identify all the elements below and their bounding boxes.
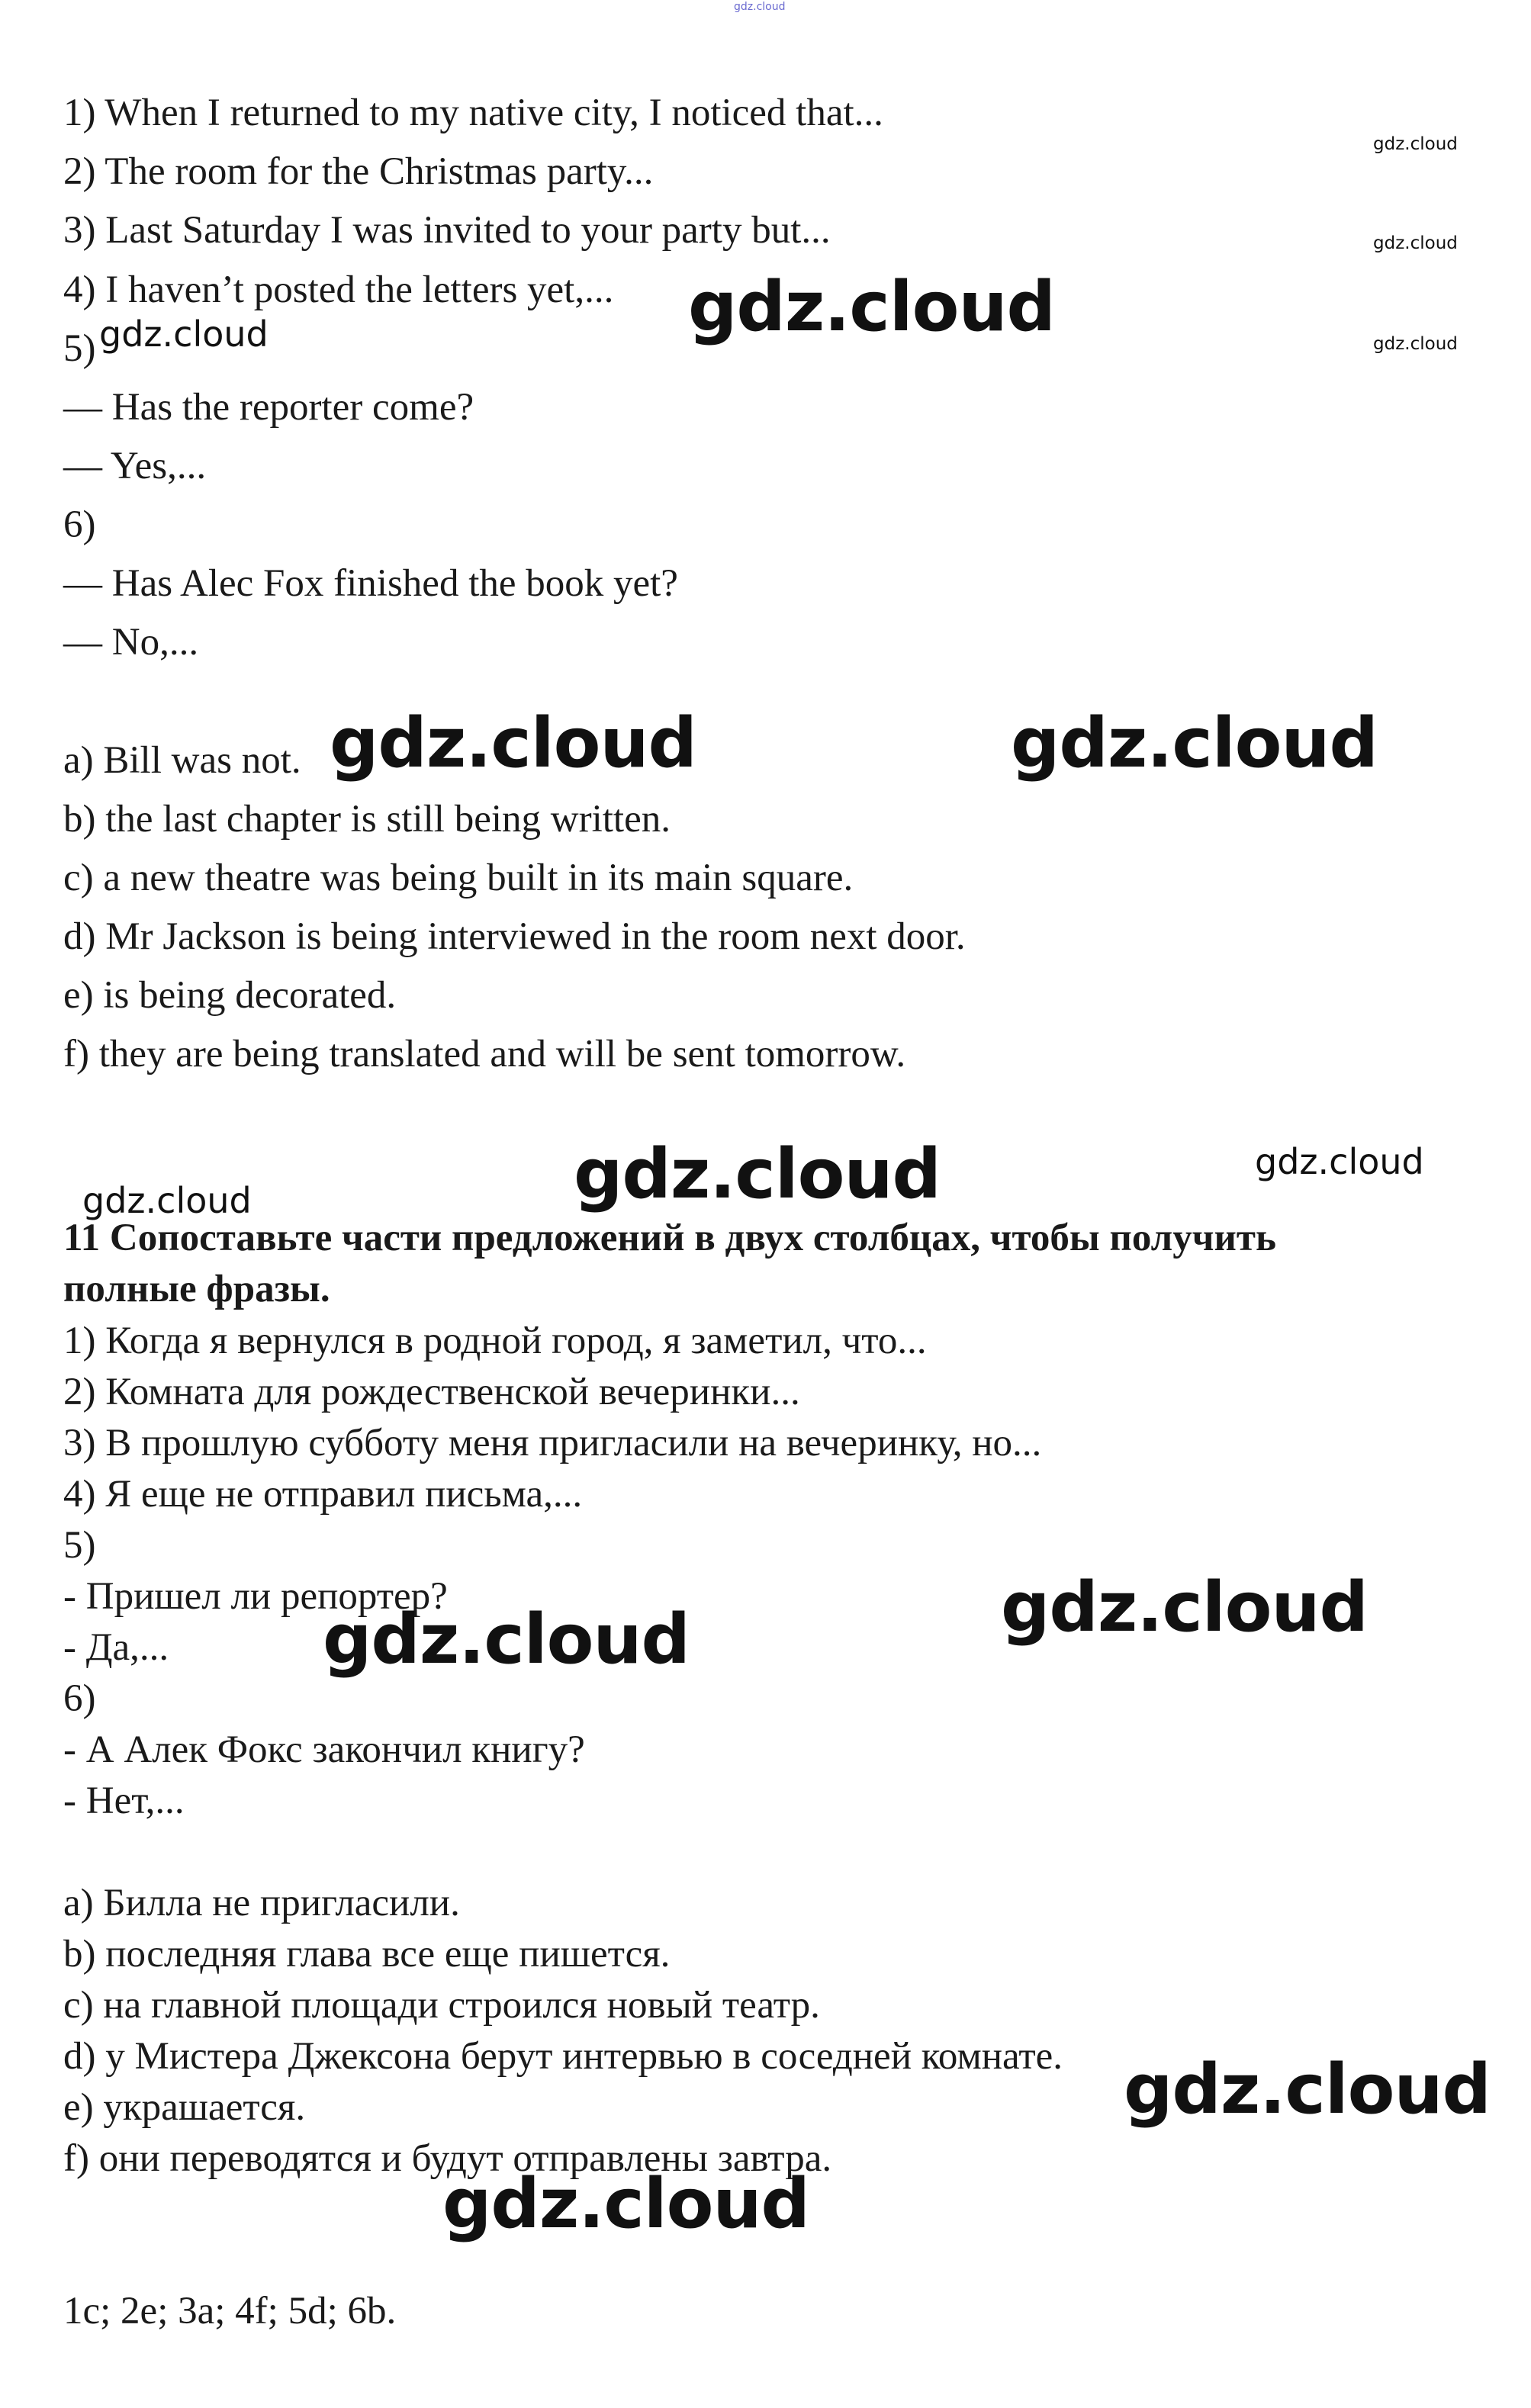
ru-ending-d: d) у Мистера Джексона берут интервью в соседней комнате. [63, 2035, 1063, 2078]
en-ending-a: a) Bill was not. [63, 739, 301, 782]
ru-prompt-6: 6) [63, 1677, 96, 1720]
en-ending-d: d) Mr Jackson is being interviewed in the room next door. [63, 915, 966, 958]
watermark-large-2: gdz.cloud [330, 703, 696, 783]
ru-prompt-1: 1) Когда я вернулся в родной город, я заметил, что... [63, 1320, 927, 1362]
ru-prompt-5: 5) [63, 1524, 96, 1567]
en-prompt-5: 5) [63, 327, 96, 370]
ru-ending-e: e) украшается. [63, 2086, 306, 2129]
watermark-medium-2: gdz.cloud [1255, 1141, 1424, 1182]
en-ending-b: b) the last chapter is still being written. [63, 798, 671, 841]
watermark-large-4: gdz.cloud [574, 1134, 941, 1214]
en-prompt-2: 2) The room for the Christmas party... [63, 150, 654, 193]
ru-prompt-6-question: - А Алек Фокс закончил книгу? [63, 1728, 585, 1771]
ru-prompt-6-answer: - Нет,... [63, 1779, 185, 1822]
ru-ending-b: b) последняя глава все еще пишется. [63, 1933, 671, 1976]
en-prompt-5-question: — Has the reporter come? [63, 386, 474, 429]
watermark-small-2: gdz.cloud [1373, 233, 1458, 253]
watermark-large-3: gdz.cloud [1011, 703, 1378, 783]
ru-ending-c: c) на главной площади строился новый театр. [63, 1984, 820, 2027]
en-prompt-4: 4) I haven’t posted the letters yet,... [63, 268, 614, 311]
en-prompt-1: 1) When I returned to my native city, I noticed that... [63, 92, 883, 134]
en-prompt-5-answer: — Yes,... [63, 445, 207, 487]
en-prompt-6-answer: — No,... [63, 621, 199, 664]
watermark-large-7: gdz.cloud [1124, 2050, 1491, 2130]
ru-prompt-3: 3) В прошлую субботу меня пригласили на вечеринку, но... [63, 1422, 1042, 1464]
watermark-small-1: gdz.cloud [1373, 134, 1458, 154]
en-prompt-3: 3) Last Saturday I was invited to your party but... [63, 209, 831, 252]
en-ending-f: f) they are being translated and will be sent tomorrow. [63, 1033, 906, 1075]
watermark-large-6: gdz.cloud [323, 1599, 690, 1680]
watermark-small-3: gdz.cloud [1373, 334, 1458, 354]
ru-prompt-2: 2) Комната для рождественской вечеринки... [63, 1371, 800, 1413]
ru-prompt-4: 4) Я еще не отправил письма,... [63, 1473, 583, 1516]
watermark-medium-1: gdz.cloud [99, 313, 269, 355]
ru-prompt-5-question: - Пришел ли репортер? [63, 1575, 448, 1618]
watermark-large-1: gdz.cloud [688, 267, 1055, 347]
task-heading-line-2: полные фразы. [63, 1268, 330, 1310]
en-ending-c: c) a new theatre was being built in its main square. [63, 857, 854, 899]
watermark-top: gdz.cloud [734, 1, 786, 13]
watermark-medium-3: gdz.cloud [82, 1180, 252, 1221]
watermark-large-8: gdz.cloud [442, 2164, 809, 2244]
en-ending-e: e) is being decorated. [63, 974, 397, 1017]
ru-prompt-5-answer: - Да,... [63, 1626, 169, 1669]
watermark-large-5: gdz.cloud [1001, 1567, 1368, 1648]
ru-ending-f: f) они переводятся и будут отправлены завтра. [63, 2137, 832, 2180]
en-prompt-6: 6) [63, 503, 96, 546]
ru-ending-a: a) Билла не пригласили. [63, 1882, 460, 1924]
en-prompt-6-question: — Has Alec Fox finished the book yet? [63, 562, 678, 605]
answer-key: 1c; 2e; 3a; 4f; 5d; 6b. [63, 2290, 397, 2332]
task-heading-line-1: 11 Сопоставьте части предложений в двух столбцах, чтобы получить [63, 1217, 1276, 1259]
